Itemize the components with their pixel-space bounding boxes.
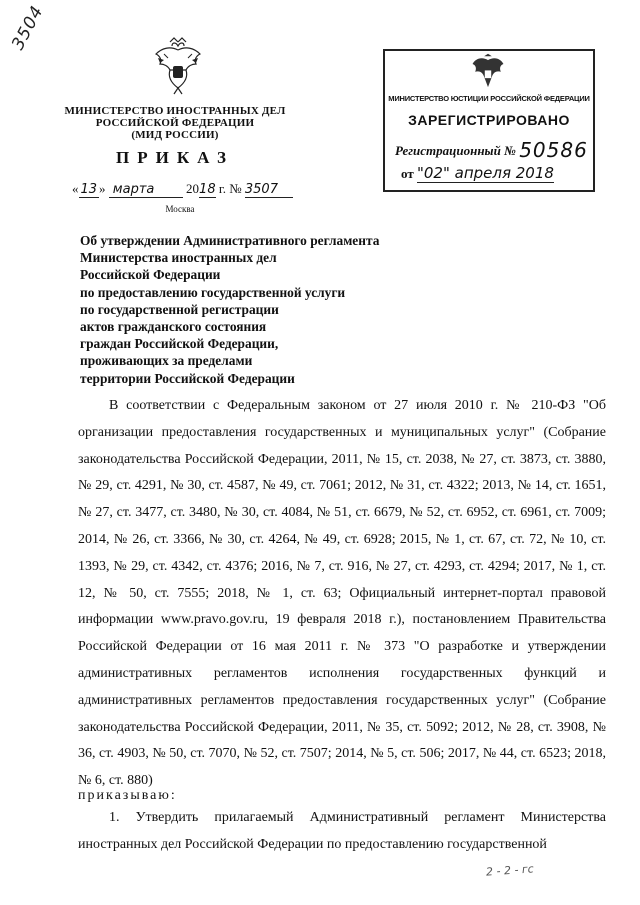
body-paragraph: В соответствии с Федеральным законом от 27 июля 2010 г. № 210-ФЗ "Об организации предоставления государственных и муниципальных услуг" (Собрание законодательства Российской Федерации, 2011, № 15, ст. 2038, № 27, ст. 3873, ст. 3880, № 29, ст. 4291, № 30, ст. 4587, № 49, ст. 7061; 2012, № 31, ст. 4322; 2013, № 14, ст. 1651, № 27, ст. 3477, ст. 3480, № 30, ст. 4084, № 51, ст. 6679, № 52, ст. 6952, ст. 6961, ст. 7009; 2014, № 26, ст. 3366, № 30, ст. 4264, № 49, ст. 6928; 2015, № 1, ст. 67, ст. 72, № 10, ст. 1393, № 29, ст. 4342, ст. 4376; 2016, № 7, ст. 916, № 27, ст. 4293, ст. 4294; 2017, № 1, ст. 12, № 50, ст. 7555; 2018, № 1, ст. 63; Официальный интернет-портал правовой информации www.pravo.gov.ru, 19 февраля 2018 г.), постановлением Правительства Российской Федерации от 16 мая 2011 г. № 373 "О разработке и утверждении административных регламентов исполнения государственных функций и административных регламентов предоставления государственных услуг" (Собрание законодательства Российской Федерации, 2011, № 35, ст. 5092; 2012, № 28, ст. 3908, № 36, ст. 4903, № 50, ст. 7070, № 52, ст. 7507; 2014, № 5, ст. 506; 2017, № 44, ст. 6523; 2018, № 6, ст. 880) (78, 398, 606, 789)
order-day: 13 (80, 182, 98, 197)
handwritten-note: 2 - 2 - гс (485, 862, 535, 879)
city: Москва (165, 204, 195, 214)
order-number: 3507 (245, 182, 293, 198)
order-title: ПРИКАЗ (116, 148, 234, 167)
order-word: приказываю: (78, 788, 177, 803)
ministry-name: МИНИСТЕРСТВО ИНОСТРАННЫХ ДЕЛ РОССИЙСКОЙ ФЕДЕРАЦИИ (МИД РОССИИ) (64, 105, 286, 141)
stamp-date-value: "02" апреля 2018 (416, 164, 554, 182)
stamp-reg-value: 50586 (519, 138, 588, 162)
order-subject: Об утверждении Административного регламента Министерства иностранных дел Российской Федерации по предоставлению государственной услуги по государственной регистрации актов гражданского состояния граждан Российской Федерации, проживающих за пределами территории Российской Федерации (80, 233, 380, 386)
registration-stamp (383, 49, 595, 192)
stamp-ministry: МИНИСТЕРСТВО ЮСТИЦИИ РОССИЙСКОЙ ФЕДЕРАЦИИ (388, 94, 590, 103)
order-year: 18 (199, 182, 216, 197)
item-1-paragraph: 1. Утвердить прилагаемый Административный регламент Министерства иностранных дел Российской Федерации по предоставлению государственной (78, 810, 606, 852)
order-date-number: « 13 » марта 2018 г. № 3507 (72, 181, 293, 198)
stamp-emblem-icon (470, 53, 506, 93)
stamp-registered: ЗАРЕГИСТРИРОВАНО (408, 112, 570, 128)
stamp-registration-number: Регистрационный № 50586 (395, 138, 588, 162)
handwritten-number: 3504 (8, 2, 48, 54)
coat-of-arms-icon (150, 36, 206, 96)
order-month: марта (109, 182, 183, 198)
stamp-date: от "02" апреля 2018 (401, 164, 554, 182)
